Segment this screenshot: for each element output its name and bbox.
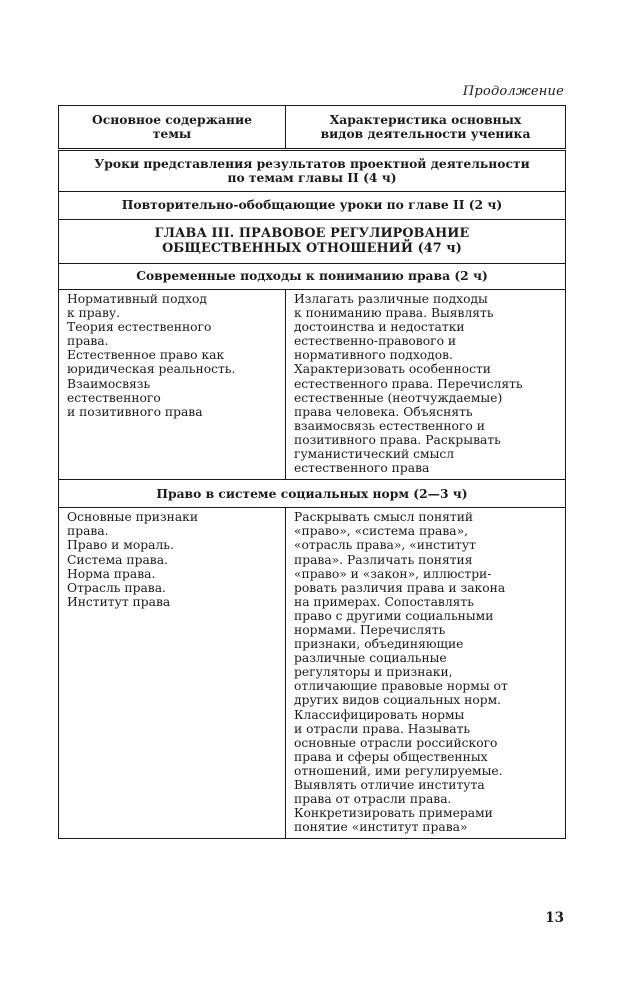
activity-line: других видов социальных норм. xyxy=(294,693,502,708)
header-line: темы xyxy=(152,126,192,141)
activity-line: и отрасли права. Называть xyxy=(294,721,471,736)
activity-line: взаимосвязь естественного и xyxy=(294,418,485,433)
activity-line: «отрасль права», «институт xyxy=(294,538,476,553)
header-activity-characteristics xyxy=(286,106,566,150)
activity-line: регуляторы и признаки, xyxy=(294,665,453,680)
activity-line: естественного права xyxy=(294,461,430,476)
activity-cell xyxy=(286,508,566,839)
topic-line: естественного xyxy=(67,390,161,405)
topic-line: Отрасль права. xyxy=(67,580,166,595)
activity-line: Классифицировать нормы xyxy=(294,707,465,722)
chapter-row xyxy=(59,220,566,264)
topic-line: Право и мораль. xyxy=(67,538,174,553)
activity-line: права и сферы общественных xyxy=(294,749,488,764)
activity-line: Конкретизировать примерами xyxy=(294,806,493,821)
activity-cell xyxy=(286,290,566,480)
topic-line: права. xyxy=(67,524,109,539)
section-heading-line: по темам главы II (4 ч) xyxy=(227,170,397,185)
section-row-project-lessons xyxy=(59,150,566,192)
activity-line: права». Различать понятия xyxy=(294,552,473,567)
activity-line: нормами. Перечислять xyxy=(294,622,446,637)
topic-line: Взаимосвязь xyxy=(67,376,151,391)
chapter-heading-line: ГЛАВА III. ПРАВОВОЕ РЕГУЛИРОВАНИЕ xyxy=(154,226,470,242)
page-number: 13 xyxy=(545,910,564,926)
activity-line: права человека. Объяснять xyxy=(294,404,473,419)
topic-line: Норма права. xyxy=(67,566,156,581)
section-heading xyxy=(59,192,566,220)
activity-line: к пониманию права. Выявлять xyxy=(294,306,494,321)
activity-line: Характеризовать особенности xyxy=(294,362,491,377)
activity-line: нормативного подходов. xyxy=(294,348,453,363)
topic-line: Теория естественного xyxy=(67,320,212,335)
activity-line: отличающие правовые нормы от xyxy=(294,679,508,694)
section-row-modern-approaches xyxy=(59,264,566,290)
activity-line: ровать различия права и закона xyxy=(294,580,506,595)
activity-line: Выявлять отличие института xyxy=(294,778,485,792)
section-heading-line: Современные подходы к пониманию права (2 ч) xyxy=(136,268,488,284)
activity-line: естественные (неотчуждаемые) xyxy=(294,390,503,405)
topic-line: и позитивного права xyxy=(67,404,203,419)
activity-line: основные отрасли российского xyxy=(294,735,498,750)
topic-line: юридическая реальность. xyxy=(67,362,236,377)
topic-line: Институт права xyxy=(67,594,171,609)
activity-line: «право» и «закон», иллюстри- xyxy=(294,566,492,581)
content-row-natural-law xyxy=(59,290,566,480)
topic-line: Нормативный подход xyxy=(67,292,207,306)
activity-line: на примерах. Сопоставлять xyxy=(294,594,474,609)
header-line: видов деятельности ученика xyxy=(320,126,531,141)
activity-line: «право», «система права», xyxy=(294,524,469,539)
topic-line: права. xyxy=(67,334,109,349)
activity-line: отношений, ими регулируемые. xyxy=(294,763,503,778)
header-topic-content xyxy=(59,106,286,150)
activity-line: естественного права. Перечислять xyxy=(294,376,523,391)
content-row-social-norms xyxy=(59,508,566,839)
activity-line: позитивного права. Раскрывать xyxy=(294,432,501,447)
chapter-heading-line: ОБЩЕСТВЕННЫХ ОТНОШЕНИЙ (47 ч) xyxy=(162,240,462,256)
activity-line: достоинства и недостатки xyxy=(294,320,465,335)
activity-line: Раскрывать смысл понятий xyxy=(294,510,474,525)
topic-content-cell xyxy=(59,290,286,480)
topic-line: Система права. xyxy=(67,552,168,567)
activity-line: права от отрасли права. xyxy=(294,792,452,807)
section-heading-line: Повторительно-обобщающие уроки по главе II (2 ч) xyxy=(121,197,503,213)
activity-line: признаки, объединяющие xyxy=(294,637,464,652)
activity-line: гуманистический смысл xyxy=(294,447,455,462)
section-heading xyxy=(59,264,566,290)
section-heading xyxy=(59,150,566,192)
activity-line: право с другими социальными xyxy=(294,608,494,623)
activity-line: естественно-правового и xyxy=(294,334,457,349)
activity-line: понятие «институт права» xyxy=(294,820,468,835)
section-row-social-norms xyxy=(59,480,566,508)
section-heading-line: Право в системе социальных норм (2—3 ч) xyxy=(156,485,468,501)
header-line: Основное содержание xyxy=(92,111,252,127)
topic-content-cell xyxy=(59,508,286,839)
activity-line: различные социальные xyxy=(294,651,447,666)
section-heading-line: Уроки представления результатов проектной деятельности xyxy=(94,155,530,171)
header-line: Характеристика основных xyxy=(329,111,522,127)
curriculum-table xyxy=(58,105,566,839)
section-row-review-lessons xyxy=(59,192,566,220)
topic-line: к праву. xyxy=(67,306,121,321)
chapter-heading xyxy=(59,220,566,264)
topic-line: Основные признаки xyxy=(67,510,199,525)
continuation-label: Продолжение xyxy=(462,84,564,99)
topic-line: Естественное право как xyxy=(67,348,225,363)
table-header-row xyxy=(59,106,566,150)
activity-line: Излагать различные подходы xyxy=(294,292,488,306)
section-heading xyxy=(59,480,566,508)
